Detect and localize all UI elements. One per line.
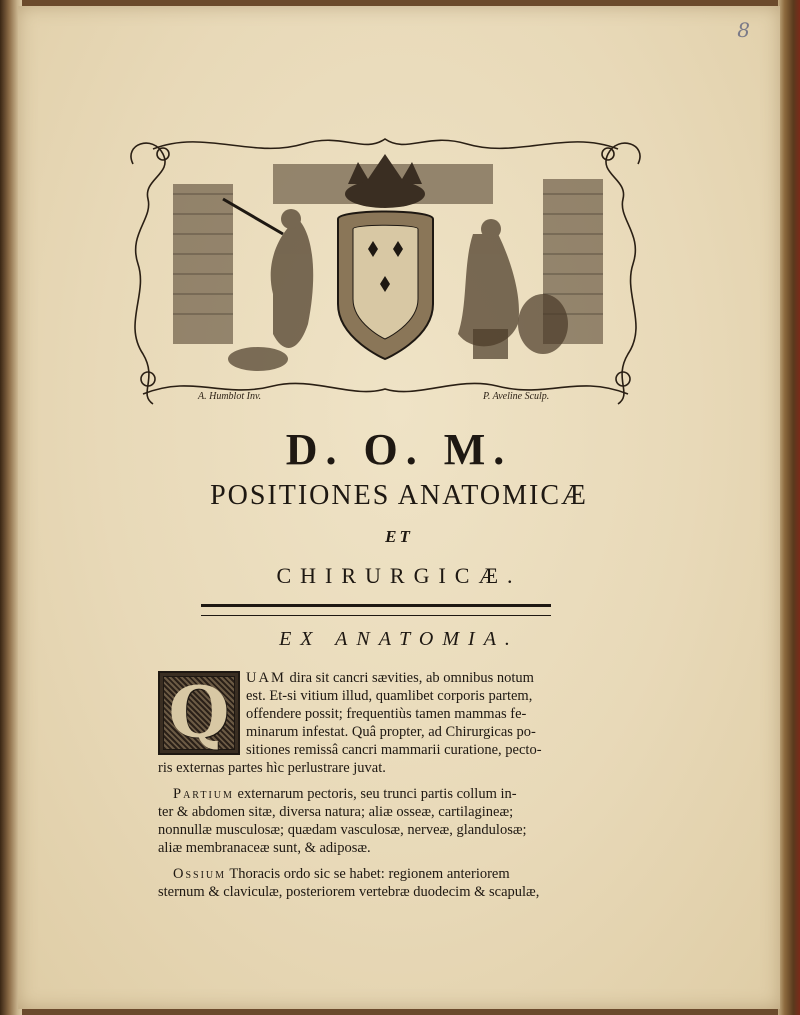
para1-line2: est. Et-si vitium illud, quamlibet corporis partem,	[246, 688, 533, 704]
para3-line2: sternum & claviculæ, posteriorem vertebræ duodecim & scapulæ,	[158, 884, 540, 900]
para2-line1-text: externarum pectoris, seu trunci partis collum in-	[233, 786, 517, 802]
para2-line3: nonnullæ musculosæ; quædam vasculosæ, nerveæ, glandulosæ;	[158, 822, 527, 838]
para1-line1	[246, 670, 534, 687]
section-heading: EX ANATOMIA.	[279, 628, 519, 650]
book-page	[18, 6, 780, 1009]
engraver-credit-right: P. Aveline Sculp.	[483, 391, 550, 402]
title-positiones: POSITIONES ANATOMICÆ	[210, 480, 588, 511]
engraver-credit-left: A. Humblot Inv.	[198, 391, 262, 402]
page-number: 8	[737, 18, 750, 42]
para2-line1	[173, 786, 517, 803]
para2-line4: aliæ membranaceæ sunt, & adiposæ.	[158, 840, 371, 856]
para1-line1-text: dira sit cancri sævities, ab omnibus notum	[285, 670, 534, 686]
para2-lead: Partium	[173, 786, 234, 802]
title-rule	[201, 604, 551, 616]
para1-line3: offendere possit; frequentiùs tamen mammas fe-	[246, 706, 527, 722]
title-et: ET	[385, 527, 413, 546]
engraved-vignette	[113, 124, 658, 416]
para1-line6: ris externas partes hìc perlustrare juvat.	[158, 760, 386, 776]
vignette-engraving	[113, 124, 658, 416]
title-dom: D. O. M.	[285, 425, 513, 474]
decorated-initial	[158, 671, 240, 755]
title-chirurgicae: CHIRURGICÆ.	[276, 563, 522, 588]
para1-line5: sitiones remissâ cancri mammarii curatione, pecto-	[246, 742, 542, 758]
para3-line1-text: Thoracis ordo sic se habet: regionem anteriorem	[226, 866, 510, 882]
para1-lead: UAM	[246, 670, 286, 686]
book-binding-right	[778, 0, 800, 1015]
initial-letter: Q	[163, 676, 235, 750]
para3-line1	[173, 866, 510, 883]
para1-line4: minarum infestat. Quâ propter, ad Chirurgicas po-	[246, 724, 536, 740]
para2-line2: ter & abdomen sitæ, diversa natura; aliæ osseæ, cartilagineæ;	[158, 804, 514, 820]
para3-lead: Ossium	[173, 866, 227, 882]
